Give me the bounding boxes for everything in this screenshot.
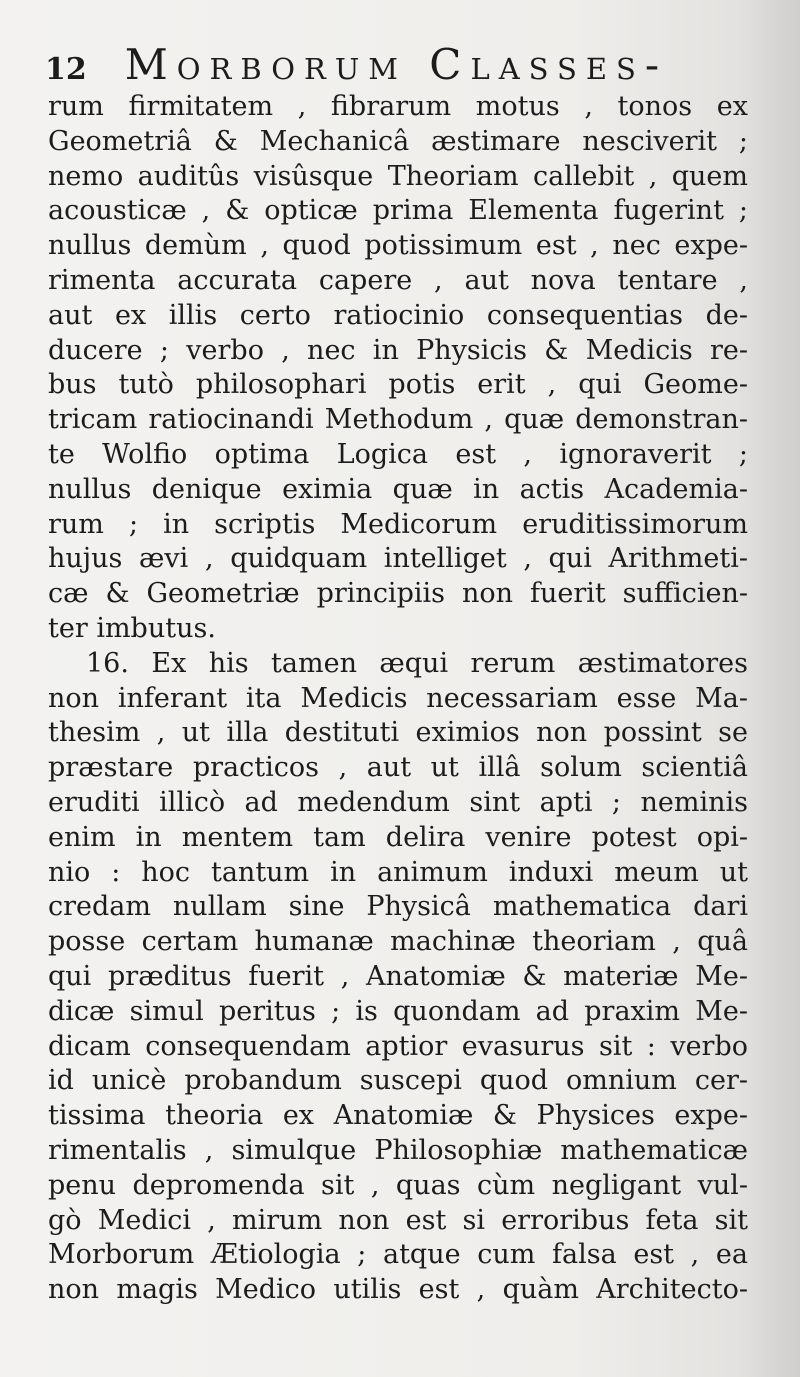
- running-title: Morborum Classes-: [124, 40, 669, 89]
- page-number: 12: [45, 52, 87, 87]
- text-line: Geometriâ & Mechanicâ æstimare nesciverit ;: [48, 125, 748, 157]
- text-line: tricam ratiocinandi Methodum , quæ demonstran-: [48, 404, 748, 436]
- text-line: nemo auditûs visûsque Theoriam callebit , quem: [48, 160, 748, 192]
- text-line: qui præditus fuerit , Anatomiæ & materiæ Me-: [48, 960, 748, 992]
- text-line: nullus demùm , quod potissimum est , nec expe-: [48, 230, 748, 262]
- text-line: thesim , ut illa destituti eximios non possint se: [48, 717, 748, 749]
- body-text: [48, 90, 748, 1308]
- text-line: credam nullam sine Physicâ mathematica dari: [48, 891, 748, 923]
- text-line: præstare practicos , aut ut illâ solum scientiâ: [48, 752, 748, 784]
- text-line: nullus denique eximia quæ in actis Academia-: [48, 473, 748, 505]
- text-line: non magis Medico utilis est , quàm Architecto-: [48, 1274, 748, 1306]
- text-line: rum ; in scriptis Medicorum eruditissimorum: [48, 508, 748, 540]
- text-line: ducere ; verbo , nec in Physicis & Medicis re-: [48, 334, 748, 366]
- text-line: rimenta accurata capere , aut nova tentare ,: [48, 264, 748, 296]
- text-line: tissima theoria ex Anatomiæ & Physices expe-: [48, 1100, 748, 1132]
- text-line: acousticæ , & opticæ prima Elementa fugerint ;: [48, 195, 748, 227]
- text-line: gò Medici , mirum non est si erroribus feta sit: [48, 1204, 748, 1236]
- text-line: dicam consequendam aptior evasurus sit : verbo: [48, 1030, 748, 1062]
- paragraph-end-line: ter imbutus.: [48, 612, 216, 644]
- text-line: cæ & Geometriæ principiis non fuerit sufficien-: [48, 578, 748, 610]
- text-line: non inferant ita Medicis necessariam esse Ma-: [48, 682, 748, 714]
- text-line: nio : hoc tantum in animum induxi meum ut: [48, 856, 748, 888]
- text-line: Morborum Ætiologia ; atque cum falsa est , ea: [48, 1239, 748, 1271]
- text-line: id unicè probandum suscepi quod omnium cer-: [48, 1065, 748, 1097]
- text-line: bus tutò philosophari potis erit , qui Geome-: [48, 369, 748, 401]
- text-line: enim in mentem tam delira venire potest opi-: [48, 821, 748, 853]
- text-line: te Wolfio optima Logica est , ignoraverit ;: [48, 438, 748, 470]
- text-line: penu depromenda sit , quas cùm negligant vul-: [48, 1169, 748, 1201]
- text-line: dicæ simul peritus ; is quondam ad praxim Me-: [48, 995, 748, 1027]
- text-line: eruditi illicò ad medendum sint apti ; neminis: [48, 786, 748, 818]
- text-line: hujus ævi , quidquam intelliget , qui Arithmeti-: [48, 543, 748, 575]
- text-line: rimentalis , simulque Philosophiæ mathematicæ: [48, 1134, 748, 1166]
- page-header: [45, 40, 745, 96]
- text-line: aut ex illis certo ratiocinio consequentias de-: [48, 299, 748, 331]
- text-line: rum firmitatem , fibrarum motus , tonos ex: [48, 91, 748, 122]
- text-line: posse certam humanæ machinæ theoriam , quâ: [48, 926, 748, 958]
- paragraph-start-line: 16. Ex his tamen æqui rerum æstimatores: [86, 647, 748, 679]
